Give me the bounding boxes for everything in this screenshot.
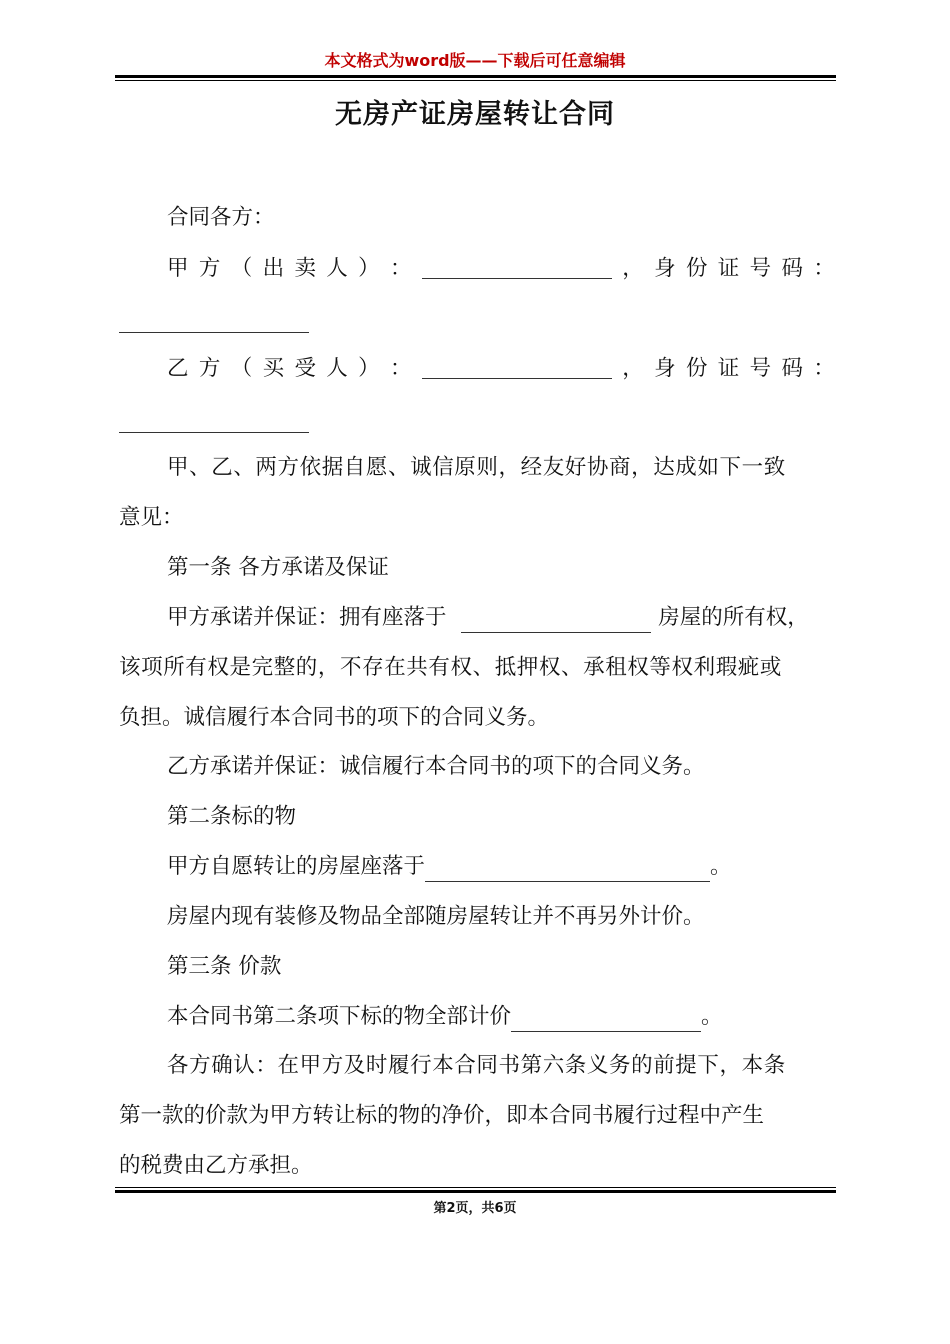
party-b-char: 人 — [326, 356, 348, 381]
party-b-char: 买 — [262, 356, 285, 381]
agreement-line-2: 意见： — [119, 505, 184, 530]
party-a-char: ： — [813, 256, 835, 281]
party-a-id-line — [119, 303, 835, 333]
party-b-char: 乙 — [167, 356, 189, 381]
page-number: 第2页，共6页 — [433, 1201, 517, 1216]
party-a-char: 出 — [262, 256, 285, 281]
article-3-confirm-line-3: 的税费由乙方承担。 — [119, 1153, 313, 1178]
party-b-char: ） — [358, 356, 380, 381]
party-b-id-blank[interactable] — [119, 408, 309, 433]
party-a-char: （ — [230, 256, 253, 281]
party-b-char: 方 — [198, 356, 221, 381]
party-a-id-blank[interactable] — [119, 308, 309, 333]
header-rule-thick — [115, 75, 836, 78]
party-b-char: 受 — [294, 356, 316, 381]
party-b-char: ， — [622, 356, 644, 381]
article-3-heading: 第三条 价款 — [167, 954, 282, 979]
article-1-party-b: 乙方承诺并保证：诚信履行本合同书的项下的合同义务。 — [167, 754, 705, 779]
party-b-line — [167, 354, 835, 384]
article-2-location-line — [167, 852, 835, 882]
article-2-location-prefix: 甲方自愿转让的房屋座落于 — [167, 854, 426, 879]
party-a-char: 证 — [717, 256, 740, 281]
party-a-char: 身 — [654, 256, 676, 281]
party-a-char: 码 — [781, 256, 804, 281]
article-2-fixtures: 房屋内现有装修及物品全部随房屋转让并不再另外计价。 — [167, 904, 705, 929]
party-b-char: 号 — [749, 356, 772, 381]
party-a-char: ， — [622, 256, 644, 281]
party-a-char: 人 — [326, 256, 348, 281]
party-b-name-blank[interactable] — [422, 354, 612, 379]
party-b-char: 证 — [717, 356, 740, 381]
article-2-heading: 第二条标的物 — [167, 804, 297, 829]
party-a-char: ） — [358, 256, 380, 281]
party-b-char: 码 — [781, 356, 804, 381]
article-2-location-suffix: 。 — [710, 854, 732, 879]
article-3-confirm-line-1: 各方确认：在甲方及时履行本合同书第六条义务的前提下，本条 — [167, 1053, 786, 1078]
party-a-line — [167, 254, 835, 284]
party-b-char: ： — [813, 356, 835, 381]
document-title: 无房产证房屋转让合同 — [335, 99, 615, 130]
party-a-name-blank[interactable] — [422, 254, 612, 279]
property-location-blank[interactable] — [461, 608, 651, 633]
footer-rule-thick — [115, 1190, 836, 1193]
parties-intro: 合同各方： — [167, 205, 275, 230]
article-1-party-a-line-2: 该项所有权是完整的，不存在共有权、抵押权、承租权等权利瑕疵或 — [119, 655, 783, 680]
party-b-id-line — [119, 403, 835, 433]
agreement-line-1: 甲、乙、两方依据自愿、诚信原则，经友好协商，达成如下一致 — [167, 455, 786, 480]
article-1-a-suffix: 房屋的所有权， — [658, 605, 809, 630]
footer-rule-thin — [115, 1187, 836, 1188]
party-a-char: 号 — [749, 256, 772, 281]
article-1-party-a-line-3: 负担。诚信履行本合同书的项下的合同义务。 — [119, 705, 550, 730]
party-a-char: 方 — [198, 256, 221, 281]
party-a-char: 份 — [685, 256, 708, 281]
article-1-heading: 第一条 各方承诺及保证 — [167, 555, 389, 580]
party-b-char: 身 — [654, 356, 676, 381]
party-a-char: 卖 — [294, 256, 316, 281]
article-3-confirm-line-2: 第一款的价款为甲方转让标的物的净价，即本合同书履行过程中产生 — [119, 1103, 765, 1128]
party-b-char: 份 — [685, 356, 708, 381]
party-a-char: ： — [390, 256, 412, 281]
party-a-char: 甲 — [167, 256, 189, 281]
article-1-a-prefix: 甲方承诺并保证：拥有座落于 — [167, 605, 447, 630]
article-3-price-suffix: 。 — [701, 1004, 723, 1029]
party-b-char: （ — [230, 356, 253, 381]
article-3-price-prefix: 本合同书第二条项下标的物全部计价 — [167, 1004, 512, 1029]
price-blank[interactable] — [511, 1007, 701, 1032]
header-rule-thin — [115, 80, 836, 81]
format-notice: 本文格式为word版——下载后可任意编辑 — [324, 51, 626, 70]
party-b-char: ： — [390, 356, 412, 381]
article-1-party-a-line-1 — [167, 603, 835, 633]
transfer-location-blank[interactable] — [425, 857, 710, 882]
article-3-price-line — [167, 1002, 835, 1032]
